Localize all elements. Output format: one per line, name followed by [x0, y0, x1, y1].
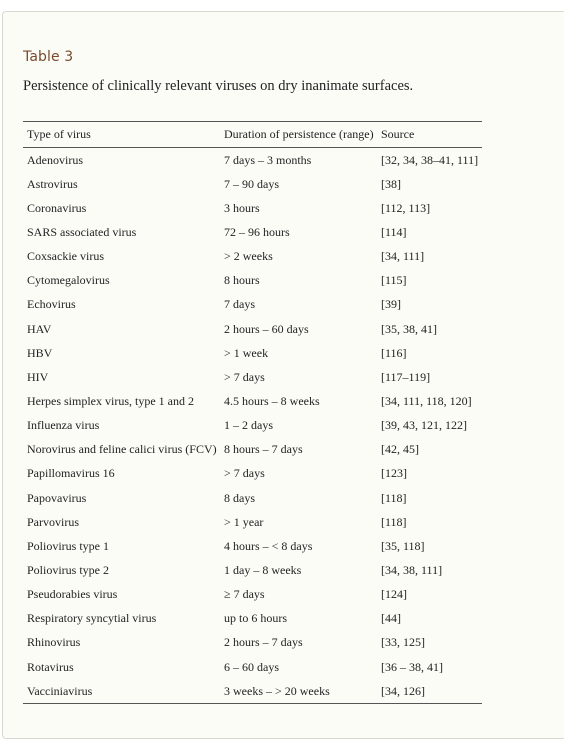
cell-source: [123]	[381, 466, 407, 481]
table-row	[23, 486, 482, 510]
cell-source: [34, 38, 111]	[381, 562, 443, 577]
table-body	[23, 148, 482, 704]
cell-duration: > 7 days	[224, 466, 265, 481]
cell-duration: > 1 week	[224, 345, 269, 360]
cell-source: [118]	[381, 490, 407, 505]
table-row	[23, 679, 482, 704]
table-row	[23, 510, 482, 534]
cell-duration: 72 – 96 hours	[224, 224, 290, 239]
column-header-virus-type: Type of virus	[27, 127, 91, 141]
table-row	[23, 196, 482, 220]
cell-virus-type: Parvovirus	[27, 514, 79, 529]
table-row	[23, 607, 482, 631]
cell-virus-type: Papillomavirus 16	[27, 466, 115, 481]
cell-virus-type: Coronavirus	[27, 200, 87, 215]
cell-duration: 8 days	[224, 490, 255, 505]
table-caption: Persistence of clinically relevant viruses on dry inanimate surfaces.	[23, 78, 414, 94]
cell-virus-type: Poliovirus type 1	[27, 538, 110, 553]
cell-source: [35, 38, 41]	[381, 321, 437, 336]
cell-virus-type: Vacciniavirus	[27, 683, 93, 698]
cell-source: [34, 111, 118, 120]	[381, 393, 472, 408]
cell-virus-type: HBV	[27, 345, 53, 360]
cell-duration: ≥ 7 days	[224, 587, 265, 602]
cell-source: [114]	[381, 224, 407, 239]
cell-source: [39]	[381, 297, 401, 312]
cell-source: [32, 34, 38–41, 111]	[381, 152, 479, 167]
table-row	[23, 583, 482, 607]
cell-source: [44]	[381, 611, 401, 626]
cell-source: [116]	[381, 345, 407, 360]
cell-virus-type: Poliovirus type 2	[27, 562, 110, 577]
cell-virus-type: Rhinovirus	[27, 635, 81, 650]
cell-virus-type: Papovavirus	[27, 490, 87, 505]
table-row	[23, 317, 482, 341]
cell-source: [117–119]	[381, 369, 431, 384]
cell-source: [33, 125]	[381, 635, 425, 650]
table-row	[23, 438, 482, 462]
cell-source: [118]	[381, 514, 407, 529]
table-row	[23, 414, 482, 438]
cell-virus-type: Influenza virus	[27, 418, 100, 433]
virus-persistence-table	[23, 121, 482, 704]
cell-duration: 7 – 90 days	[224, 176, 279, 191]
table-row	[23, 365, 482, 389]
cell-source: [115]	[381, 273, 407, 288]
cell-duration: 7 days – 3 months	[224, 152, 312, 167]
cell-virus-type: HAV	[27, 321, 52, 336]
cell-virus-type: SARS associated virus	[27, 224, 137, 239]
table-row	[23, 462, 482, 486]
cell-duration: 1 day – 8 weeks	[224, 562, 302, 577]
cell-duration: 4 hours – < 8 days	[224, 538, 313, 553]
cell-duration: 3 hours	[224, 200, 260, 215]
cell-virus-type: Norovirus and feline calici virus (FCV)	[27, 442, 217, 457]
table-row	[23, 655, 482, 679]
cell-virus-type: Coxsackie virus	[27, 249, 104, 264]
cell-source: [112, 113]	[381, 200, 431, 215]
column-header-duration: Duration of persistence (range)	[224, 127, 374, 141]
table-row	[23, 148, 482, 173]
table-row	[23, 558, 482, 582]
cell-virus-type: HIV	[27, 369, 49, 384]
table-row	[23, 389, 482, 413]
cell-virus-type: Cytomegalovirus	[27, 273, 110, 288]
cell-virus-type: Echovirus	[27, 297, 76, 312]
table-row	[23, 534, 482, 558]
table-row	[23, 341, 482, 365]
cell-source: [42, 45]	[381, 442, 419, 457]
cell-duration: 7 days	[224, 297, 255, 312]
cell-virus-type: Pseudorabies virus	[27, 587, 118, 602]
table-label: Table 3	[23, 49, 74, 65]
cell-source: [124]	[381, 587, 407, 602]
cell-duration: 6 – 60 days	[224, 659, 279, 674]
cell-duration: 8 hours	[224, 273, 260, 288]
table-row	[23, 245, 482, 269]
table-row	[23, 269, 482, 293]
cell-virus-type: Astrovirus	[27, 176, 78, 191]
cell-source: [35, 118]	[381, 538, 425, 553]
cell-duration: > 1 year	[224, 514, 264, 529]
table-row	[23, 220, 482, 244]
column-header-source: Source	[381, 127, 415, 141]
cell-source: [38]	[381, 176, 401, 191]
cell-source: [34, 126]	[381, 683, 425, 698]
cell-duration: 2 hours – 7 days	[224, 635, 303, 650]
cell-virus-type: Respiratory syncytial virus	[27, 611, 157, 626]
cell-virus-type: Adenovirus	[27, 152, 83, 167]
cell-source: [36 – 38, 41]	[381, 659, 443, 674]
table-header-row	[23, 122, 482, 148]
table-row	[23, 172, 482, 196]
cell-source: [34, 111]	[381, 249, 425, 264]
table-row	[23, 631, 482, 655]
cell-duration: > 2 weeks	[224, 249, 273, 264]
cell-duration: 4.5 hours – 8 weeks	[224, 393, 320, 408]
cell-virus-type: Herpes simplex virus, type 1 and 2	[27, 393, 194, 408]
cell-duration: up to 6 hours	[224, 611, 287, 626]
cell-duration: > 7 days	[224, 369, 265, 384]
cell-duration: 3 weeks – > 20 weeks	[224, 683, 330, 698]
cell-duration: 2 hours – 60 days	[224, 321, 309, 336]
cell-duration: 8 hours – 7 days	[224, 442, 303, 457]
cell-virus-type: Rotavirus	[27, 659, 74, 674]
cell-source: [39, 43, 121, 122]	[381, 418, 467, 433]
table-panel	[2, 11, 564, 739]
cell-duration: 1 – 2 days	[224, 418, 273, 433]
table-row	[23, 293, 482, 317]
